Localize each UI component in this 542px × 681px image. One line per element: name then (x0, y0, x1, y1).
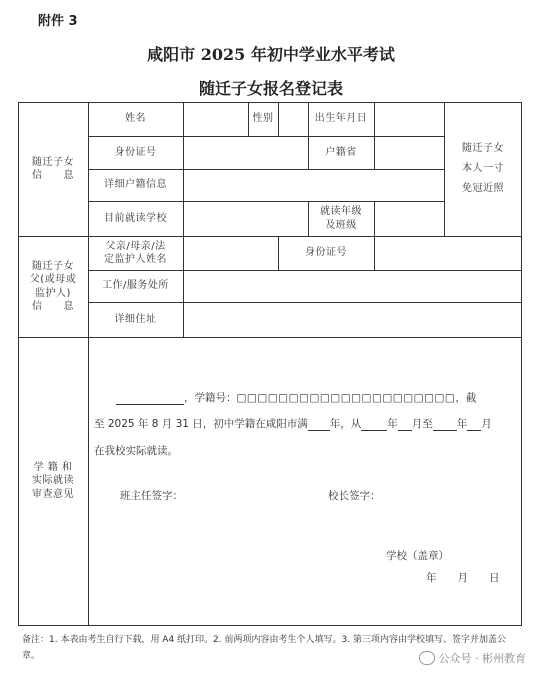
from-year-blank[interactable] (361, 419, 387, 431)
year-mark: 年，从 (329, 418, 362, 430)
student-no-label: ，学籍号： (184, 392, 237, 404)
label-hukou-province: 户籍省 (325, 146, 357, 158)
input-address[interactable] (183, 302, 522, 337)
footnote: 备注：1. 本表由考生自行下载，用 A4 纸打印。2. 前两项内容由考生个人填写。3. 第三项内容由学校填写、签字并加盖公章。 (22, 635, 506, 661)
cutoff-date-text: 至 2025 年 8 月 31 日，初中学籍在咸阳市满 (94, 418, 308, 430)
watermark-text: 公众号 · 彬州教育 (438, 652, 526, 665)
cutoff-text: ，截 (455, 392, 477, 404)
review-line-1 (116, 390, 476, 405)
student-name-blank[interactable] (116, 393, 184, 405)
label-name: 姓名 (125, 113, 146, 125)
watermark (419, 650, 527, 666)
input-guardian-id[interactable] (374, 236, 522, 270)
wechat-icon (419, 651, 435, 665)
month-to-label: 月至 (411, 418, 433, 430)
month-label: 月 (481, 418, 492, 430)
label-gender: 性别 (252, 113, 274, 125)
label-address: 详细住址 (114, 313, 157, 325)
label-hukou-detail: 详细户籍信息 (104, 179, 167, 191)
principal-signature-label: 校长签字： (328, 490, 381, 502)
photo-placeholder: 随迁子女 本人一寸 免冠近照 (462, 143, 504, 194)
label-guardian-id: 身份证号 (305, 247, 347, 259)
input-name[interactable] (183, 102, 248, 136)
input-birth-date[interactable] (374, 102, 444, 136)
label-current-school: 目前就读学校 (104, 212, 167, 224)
year-label: 年 (387, 418, 398, 430)
review-line-2 (94, 416, 492, 431)
input-hukou-detail[interactable] (183, 169, 444, 201)
section-line (18, 337, 522, 338)
student-no-boxes[interactable]: □□□□□□□□□□□□□□□□□□□□□ (236, 392, 456, 404)
label-birth-date: 出生年月日 (314, 113, 368, 125)
input-gender[interactable] (278, 102, 308, 136)
form-border-bottom (18, 625, 522, 626)
from-month-blank[interactable] (398, 419, 412, 431)
school-seal-label: 学校（盖章） (386, 550, 449, 562)
input-hukou-province[interactable] (374, 136, 444, 169)
date-line: 年 月 日 (426, 572, 500, 584)
section-label-student: 随迁子女 信 息 (32, 156, 74, 181)
teacher-signature-label: 班主任签字： (120, 490, 183, 502)
review-line-3: 在我校实际就读。 (94, 445, 178, 457)
document-title: 咸阳市 2025 年初中学业水平考试 (147, 45, 395, 64)
section-label-parent: 随迁子女 父(或母或 监护人) 信 息 (29, 260, 77, 312)
label-work-place: 工作/服务处所 (102, 280, 169, 292)
year-label-2: 年 (456, 418, 468, 430)
input-guardian-name[interactable] (183, 236, 278, 270)
to-month-blank[interactable] (467, 419, 481, 431)
input-current-school[interactable] (183, 201, 308, 236)
years-blank[interactable] (308, 419, 330, 431)
input-work-place[interactable] (183, 270, 522, 302)
attachment-label: 附件 3 (38, 14, 78, 29)
label-guardian-name: 父亲/母亲/法 定监护人姓名 (104, 240, 167, 265)
to-year-blank[interactable] (433, 419, 457, 431)
section-label-review: 学 籍 和 实际就读 审查意见 (32, 461, 74, 500)
input-id-number[interactable] (183, 136, 308, 169)
registration-form (18, 102, 522, 626)
label-id-number: 身份证号 (114, 146, 157, 158)
input-grade-class[interactable] (374, 201, 444, 236)
label-grade-class: 就读年级 及班级 (320, 206, 362, 231)
document-subtitle: 随迁子女报名登记表 (198, 79, 343, 98)
